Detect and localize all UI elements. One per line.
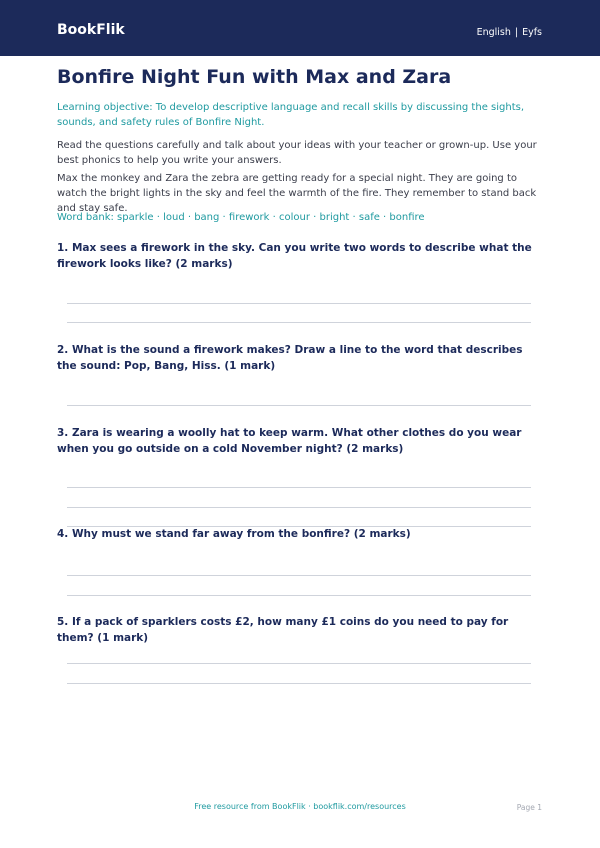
- question-3: 3. Zara is wearing a woolly hat to keep warm. What other clothes do you wear when you go outside on a cold November night? (2 marks): [57, 427, 522, 455]
- answer-line[interactable]: [67, 487, 531, 488]
- question-1: 1. Max sees a firework in the sky. Can you write two words to describe what the firework looks like? (2 marks): [57, 242, 532, 270]
- language-level-info: [477, 27, 542, 38]
- answer-line[interactable]: [67, 322, 531, 323]
- intro-text: Read the questions carefully and talk about your ideas with your teacher or grown-up. Use your best phonics to help you write your answers.: [57, 140, 537, 166]
- answer-line[interactable]: [67, 405, 531, 406]
- word-bank: Word bank: sparkle · loud · bang · firework · colour · bright · safe · bonfire: [57, 212, 425, 223]
- story-text: Max the monkey and Zara the zebra are getting ready for a special night. They are going to watch the bright lights in the sky and feel the warmth of the fire. They remember to stand back and stay safe.: [57, 173, 537, 214]
- page-number: Page 1: [516, 803, 542, 812]
- level-link[interactable]: Eyfs: [522, 27, 542, 38]
- learning-objective: Learning objective: To develop descriptive language and recall skills by discussing the sights, sounds, and safety rules of Bonfire Night.: [57, 102, 525, 128]
- brand-logo[interactable]: BookFlik: [57, 22, 125, 38]
- question-5: 5. If a pack of sparklers costs £2, how many £1 coins do you need to pay for them? (1 mark): [57, 616, 509, 644]
- separator: |: [514, 27, 519, 38]
- answer-line[interactable]: [67, 303, 531, 304]
- page-title: Bonfire Night Fun with Max and Zara: [57, 66, 452, 88]
- answer-line[interactable]: [67, 507, 531, 508]
- footer-credit[interactable]: Free resource from BookFlik · bookflik.com/resources: [194, 802, 406, 811]
- question-4: 4. Why must we stand far away from the bonfire? (2 marks): [57, 528, 411, 540]
- language-link[interactable]: English: [476, 27, 511, 38]
- answer-line[interactable]: [67, 663, 531, 664]
- answer-line[interactable]: [67, 683, 531, 684]
- answer-line[interactable]: [67, 575, 531, 576]
- question-2: 2. What is the sound a firework makes? Draw a line to the word that describes the sound: Pop, Bang, Hiss. (1 mark): [57, 344, 523, 372]
- answer-line[interactable]: [67, 595, 531, 596]
- top-bar: [0, 0, 600, 56]
